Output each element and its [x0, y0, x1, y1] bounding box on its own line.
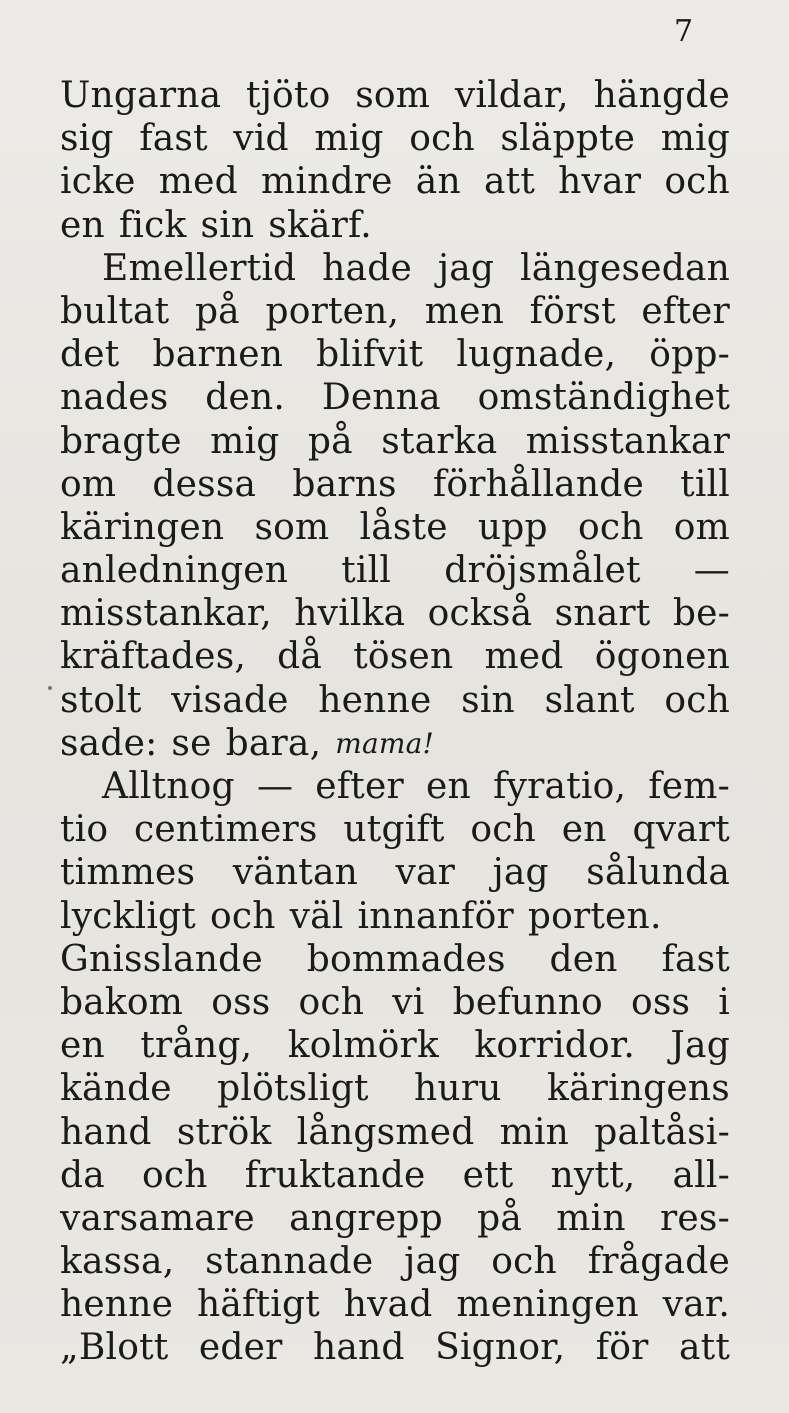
word: i: [718, 981, 730, 1023]
text-line: [60, 851, 730, 894]
word: hvad: [343, 1284, 433, 1326]
word: sin: [200, 204, 255, 246]
word: Denna: [321, 377, 441, 419]
text-line: [60, 635, 730, 678]
word: jag: [437, 247, 495, 289]
text-line: [60, 376, 730, 419]
word: all-: [672, 1154, 730, 1196]
word: ögonen: [594, 636, 730, 678]
word: och: [409, 118, 475, 160]
word: min: [499, 1111, 570, 1153]
word: häftigt: [197, 1284, 320, 1326]
word: Ungarna: [60, 75, 222, 116]
word: vid: [233, 118, 289, 160]
word: längesedan: [520, 247, 730, 289]
word: väl: [289, 895, 344, 937]
word: öpp-: [649, 334, 730, 376]
word: skärf.: [268, 204, 372, 246]
word: innanför: [357, 895, 514, 937]
word: var.: [662, 1284, 730, 1326]
word: trång,: [140, 1025, 253, 1067]
word: varsamare: [60, 1197, 255, 1239]
word: väntan: [232, 852, 358, 894]
word: frågade: [587, 1241, 730, 1283]
word: icke: [60, 161, 136, 203]
word: Signor,: [435, 1327, 566, 1369]
body-text: [60, 74, 730, 1370]
word: låste: [359, 506, 448, 548]
word: då: [277, 636, 323, 678]
word: Emellertid: [102, 247, 297, 289]
word: om: [60, 463, 117, 505]
word: barns: [292, 463, 397, 505]
word: vi: [392, 981, 425, 1023]
text-line: [60, 1240, 730, 1283]
word: sin: [461, 679, 515, 721]
text-line: [60, 333, 730, 376]
text-line: [60, 117, 730, 160]
word: mig: [210, 420, 280, 462]
word: —: [256, 766, 294, 807]
word: oss: [211, 981, 271, 1023]
word: Alltnog: [102, 766, 235, 807]
word: på: [194, 290, 240, 332]
word: och: [664, 679, 730, 721]
word: efter: [641, 290, 730, 332]
word: den.: [205, 377, 286, 419]
word: stannade: [205, 1241, 374, 1283]
word: blifvit: [316, 334, 424, 376]
word: med: [158, 161, 238, 203]
word: bakom: [60, 981, 184, 1023]
word: barnen: [152, 334, 284, 376]
word: fruktande: [244, 1154, 426, 1196]
word: strök: [176, 1111, 272, 1153]
word: tösen: [353, 636, 454, 678]
text-line: [60, 981, 730, 1024]
word: nytt,: [550, 1154, 636, 1196]
text-line: [60, 506, 730, 549]
word: be-: [672, 593, 730, 635]
word: och: [470, 809, 536, 851]
word: att: [678, 1327, 730, 1369]
word: se: [171, 722, 212, 764]
word: käringen: [60, 506, 225, 548]
word: den: [549, 938, 618, 980]
text-line: [60, 808, 730, 851]
word: fast: [139, 118, 208, 160]
word: och: [209, 895, 276, 937]
word: kände: [60, 1068, 172, 1110]
word: henne: [318, 679, 432, 721]
word: mig: [660, 118, 730, 160]
word: en: [60, 204, 105, 246]
word: ett: [462, 1154, 514, 1196]
text-line: [60, 938, 730, 981]
text-line: [60, 420, 730, 463]
word: kassa,: [60, 1241, 175, 1283]
word: än: [415, 161, 461, 203]
text-line: [60, 679, 730, 722]
text-line: [60, 549, 730, 592]
word: anledningen: [60, 550, 289, 592]
word: angrepp: [289, 1197, 443, 1239]
text-line: [60, 290, 730, 333]
word: bragte: [60, 420, 182, 462]
word: och: [491, 1241, 557, 1283]
word: en: [426, 766, 471, 807]
word: också: [427, 593, 533, 635]
word: en: [60, 1025, 105, 1067]
text-line: [60, 722, 730, 765]
text-line: [60, 1024, 730, 1067]
word: bommades: [306, 938, 506, 980]
text-line: [60, 74, 730, 117]
word: utgift: [343, 809, 445, 851]
word: paltåsi-: [594, 1111, 730, 1153]
word: misstankar: [525, 420, 730, 462]
page-number: 7: [674, 14, 694, 49]
word: lyckligt: [60, 895, 196, 937]
text-line: [60, 1283, 730, 1326]
word: henne: [60, 1284, 174, 1326]
word: att: [484, 161, 535, 203]
word: käringens: [546, 1068, 730, 1110]
word: huru: [414, 1068, 502, 1110]
word: dessa: [152, 463, 257, 505]
word: efter: [315, 766, 404, 807]
word: kolmörk: [287, 1025, 439, 1067]
word: jag: [492, 852, 549, 894]
word: på: [307, 420, 353, 462]
word: hade: [322, 247, 412, 289]
word: på: [477, 1197, 523, 1239]
text-line: [60, 204, 730, 247]
word: bara,: [225, 722, 322, 764]
word: Jag: [670, 1025, 730, 1067]
word: det: [60, 334, 120, 376]
word: en: [561, 809, 607, 851]
word: tjöto: [246, 75, 331, 116]
text-line: [60, 1111, 730, 1154]
word: lugnade,: [456, 334, 617, 376]
word: dröjsmålet: [444, 550, 641, 592]
word: sade:: [60, 722, 158, 764]
word: bultat: [60, 290, 170, 332]
word: visade: [171, 679, 289, 721]
word: hvilka: [294, 593, 406, 635]
word: misstankar,: [60, 593, 272, 635]
word: var: [395, 852, 456, 894]
word: till: [680, 463, 730, 505]
word: hand: [312, 1327, 405, 1369]
word: fast: [661, 938, 730, 980]
word: —: [693, 550, 730, 592]
word: qvart: [632, 809, 730, 851]
word: starka: [381, 420, 498, 462]
word: meningen: [456, 1284, 639, 1326]
word: hvar: [558, 161, 642, 203]
word: oss: [630, 981, 691, 1023]
word: som: [254, 506, 330, 548]
word: men: [424, 290, 505, 332]
word: min: [556, 1197, 626, 1239]
word: först: [529, 290, 616, 332]
word: timmes: [60, 852, 196, 894]
word: hand: [60, 1111, 152, 1153]
word: mindre: [261, 161, 393, 203]
word: fyratio,: [493, 766, 627, 807]
word: som: [355, 75, 431, 116]
word: till: [341, 550, 392, 592]
word: mama!: [335, 726, 434, 760]
word: slant: [544, 679, 635, 721]
word: befunno: [452, 981, 603, 1023]
word: och: [298, 981, 365, 1023]
word: vildar,: [454, 75, 569, 116]
word: „Blott: [60, 1327, 169, 1369]
word: eder: [198, 1327, 283, 1369]
word: med: [484, 636, 564, 678]
text-line: [60, 1326, 730, 1369]
word: och: [577, 506, 644, 548]
word: res-: [660, 1197, 730, 1239]
text-line: [60, 160, 730, 203]
word: da: [60, 1154, 105, 1196]
text-line: [60, 463, 730, 506]
word: korridor.: [474, 1025, 636, 1067]
word: upp: [477, 506, 548, 548]
word: kräftades,: [60, 636, 247, 678]
word: omständighet: [477, 377, 730, 419]
text-line: [60, 247, 730, 290]
word: och: [664, 161, 730, 203]
word: och: [142, 1154, 208, 1196]
word: jag: [404, 1241, 461, 1283]
ink-speck: [48, 686, 52, 690]
word: mig: [314, 118, 384, 160]
text-line: [60, 1067, 730, 1110]
word: plötsligt: [217, 1068, 369, 1110]
word: sålunda: [586, 852, 730, 894]
word: förhållande: [432, 463, 644, 505]
word: om: [673, 506, 730, 548]
word: porten.: [527, 895, 662, 937]
word: långsmed: [296, 1111, 475, 1153]
word: Gnisslande: [60, 938, 263, 980]
word: för: [595, 1327, 649, 1369]
word: snart: [554, 593, 651, 635]
text-line: [60, 765, 730, 808]
word: nades: [60, 377, 169, 419]
word: fick: [118, 204, 187, 246]
word: porten,: [265, 290, 400, 332]
text-line: [60, 1197, 730, 1240]
word: stolt: [60, 679, 142, 721]
text-line: [60, 592, 730, 635]
word: släppte: [500, 118, 636, 160]
word: sig: [60, 118, 114, 160]
text-line: [60, 1154, 730, 1197]
word: hängde: [593, 75, 730, 116]
word: tio: [60, 809, 109, 851]
text-line: [60, 895, 730, 938]
word: fem-: [648, 766, 730, 807]
word: centimers: [134, 809, 318, 851]
